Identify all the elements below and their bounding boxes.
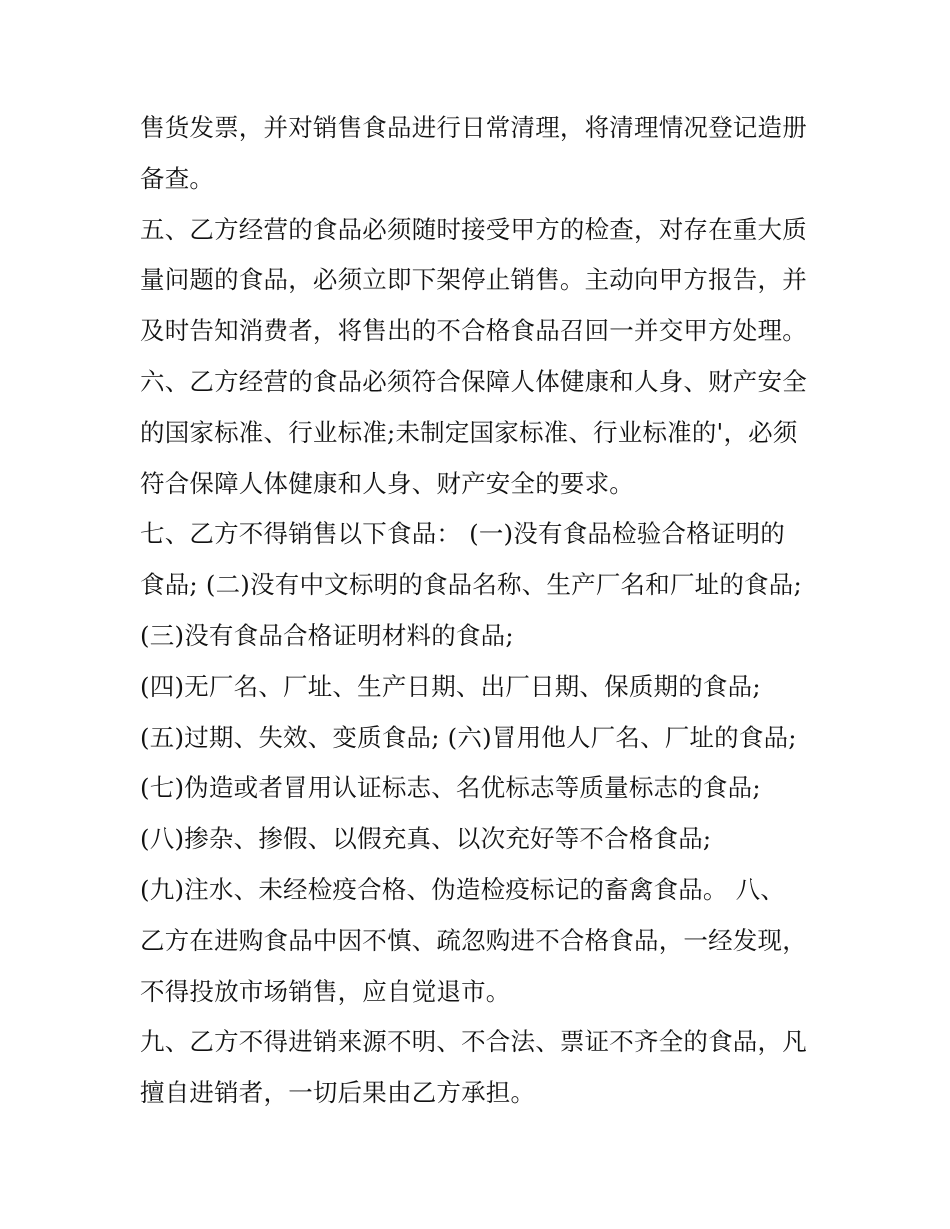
text-line: (八)掺杂、掺假、以假充真、以次充好等不合格食品; [140,824,712,854]
paragraph-item-7 [140,763,820,814]
text-line: 符合保障人体健康和人身、财产安全的要求。 [140,468,634,498]
text-line: 的国家标准、行业标准;未制定国家标准、行业标准的'，必须 [140,417,798,447]
text-line: 五、乙方经营的食品必须随时接受甲方的检查，对存在重大质 [140,214,807,244]
text-line: 及时告知消费者，将售出的不合格食品召回一并交甲方处理。 [140,316,807,346]
text-line: (四)无厂名、厂址、生产日期、出厂日期、保质期的食品; [140,671,761,701]
document-body [140,103,820,1119]
text-line: 食品; (二)没有中文标明的食品名称、生产厂名和厂址的食品; [140,570,802,600]
text-line: 量问题的食品，必须立即下架停止销售。主动向甲方报告，并 [140,265,807,295]
text-line: (七)伪造或者冒用认证标志、名优标志等质量标志的食品; [140,773,761,803]
paragraph-clause-6 [140,357,820,509]
paragraph-clause-9 [140,1017,820,1119]
text-line: 售货发票，并对销售食品进行日常清理，将清理情况登记造册 [140,113,807,142]
text-line: 九、乙方不得进销来源不明、不合法、票证不齐全的食品，凡 [140,1027,807,1057]
text-line: 六、乙方经营的食品必须符合保障人体健康和人身、财产安全 [140,366,807,396]
paragraph-clause-5 [140,205,820,357]
text-line: (五)过期、失效、变质食品; (六)冒用他人厂名、厂址的食品; [140,722,797,752]
text-line: 擅自进销者，一切后果由乙方承担。 [140,1078,536,1108]
paragraph-clause-7 [140,509,820,661]
text-line: 七、乙方不得销售以下食品： (一)没有食品检验合格证明的 [140,519,786,549]
paragraph-invoice-cleanup [140,103,820,205]
text-line: 乙方在进购食品中因不慎、疏忽购进不合格食品，一经发现， [140,925,807,955]
paragraph-items-5-6 [140,713,820,764]
paragraph-item-8 [140,814,820,865]
text-line: 备查。 [140,163,215,193]
text-line: (九)注水、未经检疫合格、伪造检疫标记的畜禽食品。 八、 [140,874,786,904]
text-line: 不得投放市场销售，应自觉退市。 [140,976,511,1006]
paragraph-item-4 [140,662,820,713]
paragraph-item-9-clause-8 [140,865,820,1017]
text-line: (三)没有食品合格证明材料的食品; [140,620,514,650]
